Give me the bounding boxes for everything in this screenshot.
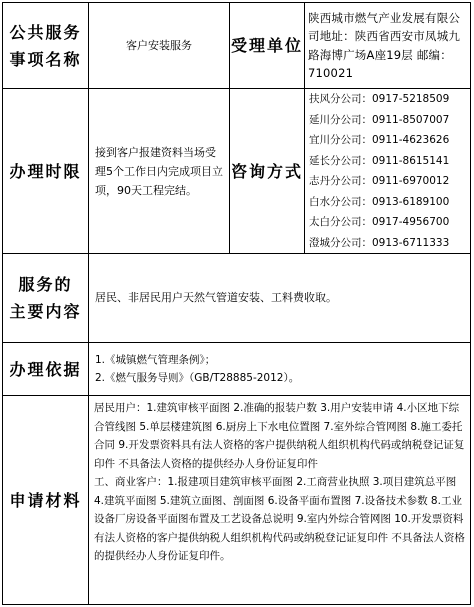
- branch-phone-item: 澄城分公司：0913-6711333: [309, 236, 450, 249]
- basis-item: 1.《城镇燃气管理条例》；: [95, 354, 216, 366]
- service-info-table: [2, 2, 471, 605]
- materials-commercial: 工、商业客户：1.报建项目建筑审核平面图 2.工商营业执照 3.项目建筑总平图 4.建筑平面图 5.建筑立面图、剖面图 6.设备平面布置图 7.设备技术参数 8.工业设备厂房设备平面图布置及工艺设备总说明 9.室内外综合管网图 10.开发票资料有法人资格的客户提供纳税人组织机构代码或纳税登记证复印件 不具备法人资格的提供经办人身份证复印件。: [94, 476, 465, 562]
- main-content-label-cell: [3, 254, 89, 343]
- main-content-label-line1: 服务的: [18, 275, 73, 294]
- processing-time-label: 办理时限: [3, 89, 89, 254]
- service-name-label-line1: 公共服务: [9, 22, 82, 42]
- row-basis: [3, 343, 471, 396]
- row-main-content: [3, 254, 471, 343]
- accepting-unit-label: 受理单位: [230, 3, 305, 89]
- branch-phone-item: 志丹分公司：0911-6970012: [309, 175, 450, 187]
- service-name-value: 客户安装服务: [89, 3, 230, 89]
- row-materials: [3, 396, 471, 605]
- materials-label: 申请材料: [3, 396, 89, 605]
- accepting-unit-address: 陕西城市燃气产业发展有限公司地址：陕西省西安市凤城九路海博广场A座19层 邮编：710021: [305, 3, 471, 89]
- service-name-label-cell: [3, 3, 89, 89]
- consult-method-label: 咨询方式: [230, 89, 305, 254]
- main-content-value: 居民、非居民用户天然气管道安装、工料费收取。: [89, 254, 471, 343]
- branch-phone-item: 白水分公司：0913-6189100: [309, 195, 450, 208]
- basis-label: 办理依据: [3, 343, 89, 396]
- basis-item: 2.《燃气服务导则》（GB/T28885-2012）。: [95, 372, 300, 384]
- service-info-document: [2, 2, 470, 603]
- processing-time-value: 接到客户报建资料当场受理5个工作日内完成项目立项，90天工程完结。: [89, 89, 230, 254]
- branch-phone-item: 宜川分公司：0911-4623626: [309, 134, 450, 146]
- branch-phone-list: [305, 89, 471, 254]
- materials-content: [89, 396, 471, 605]
- branch-phone-item: 延川分公司：0911-8507007: [309, 113, 450, 126]
- branch-phone-item: 太白分公司：0917-4956700: [309, 216, 450, 228]
- branch-phone-item: 延长分公司：0911-8615141: [309, 154, 450, 167]
- basis-list: [89, 343, 471, 396]
- materials-residential: 居民用户：1.建筑审核平面图 2.准确的报装户数 3.用户安装申请 4.小区地下综合管线图 5.单层楼建筑图 6.厨房上下水电位置图 7.室外综合管网图 8.施工委托合同 9.开发票资料具有法人资格的客户提供纳税人组织机构代码或纳税登记证复印件 不具备法人资格的提供经办人身份证复印件: [94, 402, 465, 470]
- row-processing-time: [3, 89, 471, 254]
- main-content-label-line2: 主要内容: [9, 302, 82, 321]
- service-name-label-line2: 事项名称: [9, 49, 82, 69]
- row-service-name: [3, 3, 471, 89]
- branch-phone-item: 扶风分公司：0917-5218509: [309, 93, 450, 105]
